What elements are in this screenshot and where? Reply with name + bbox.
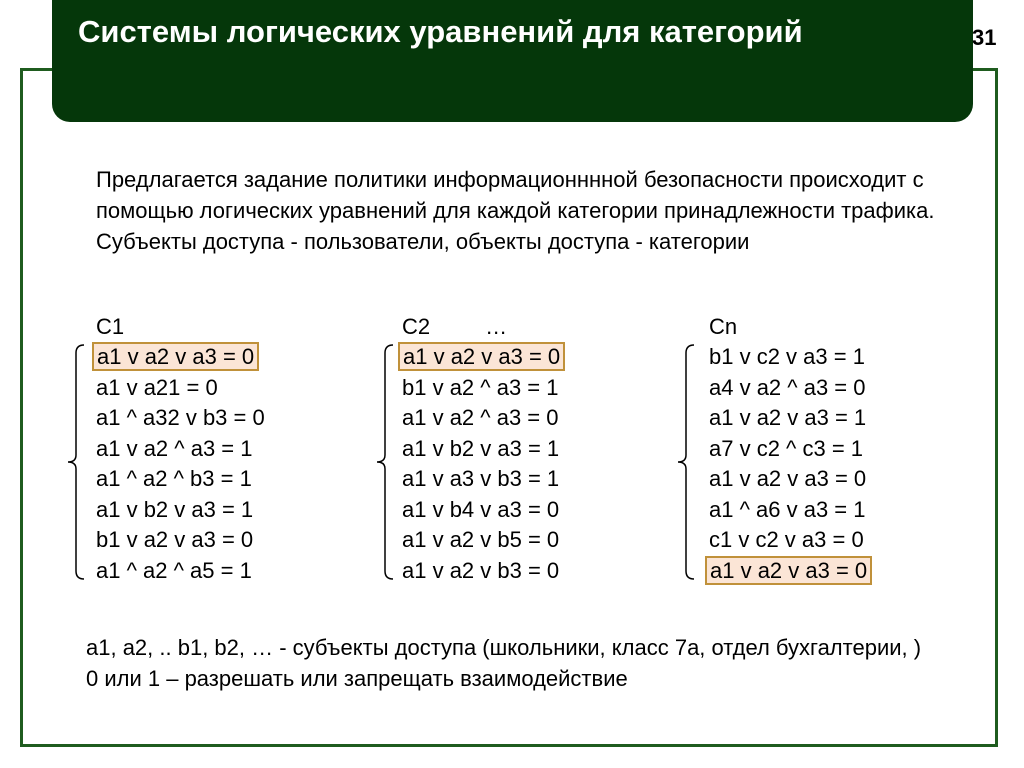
equation-line bbox=[709, 403, 999, 434]
equation-line bbox=[402, 495, 692, 526]
highlighted-equation: a1 v a2 v a3 = 0 bbox=[92, 342, 259, 371]
left-brace-cn bbox=[674, 343, 696, 581]
equation-column-cn bbox=[709, 311, 999, 586]
equation-line bbox=[96, 434, 386, 465]
equation-line bbox=[96, 525, 386, 556]
equation-text: a1 v b4 v a3 = 0 bbox=[402, 496, 560, 522]
equation-line bbox=[709, 525, 999, 556]
equation-line bbox=[709, 495, 999, 526]
equation-text: a1 v a2 ^ a3 = 0 bbox=[402, 405, 559, 430]
equation-text: b1 v a2 v a3 = 0 bbox=[96, 527, 254, 552]
equation-list bbox=[96, 342, 386, 586]
footer-line: a1, a2, .. b1, b2, … - субъекты доступа (школьники, класс 7а, отдел бухгалтерии, ) bbox=[86, 635, 922, 660]
equation-text: b1 v a2 ^ a3 = 1 bbox=[402, 374, 559, 400]
equation-text: a1 v b2 v a3 = 1 bbox=[96, 496, 254, 522]
column-header: C2 … bbox=[402, 314, 508, 339]
intro-paragraph: Предлагается задание политики информационннной безопасности происходит с помощью логических уравнений для каждой категории принадлежности трафика. Субъекты доступа - пользователи, объекты доступа - категории bbox=[96, 167, 935, 254]
equation-text: a1 v a3 v b3 = 1 bbox=[402, 466, 560, 491]
equation-line bbox=[96, 403, 386, 434]
equation-text: a1 v a2 ^ a3 = 1 bbox=[96, 435, 253, 461]
equation-line bbox=[402, 556, 692, 587]
equation-text: c1 v c2 v a3 = 0 bbox=[709, 527, 864, 552]
equation-text: a1 v a2 v a3 = 1 bbox=[709, 405, 867, 430]
highlighted-equation: a1 v a2 v a3 = 0 bbox=[705, 556, 872, 585]
equation-line bbox=[96, 464, 386, 495]
equation-column-c1 bbox=[96, 311, 386, 586]
equation-text: a1 ^ a2 ^ b3 = 1 bbox=[96, 466, 252, 491]
footer-line: 0 или 1 – разрешать или запрещать взаимодействие bbox=[86, 666, 628, 691]
equation-line bbox=[709, 373, 999, 404]
equation-text: a1 ^ a32 v b3 = 0 bbox=[96, 405, 265, 430]
equation-line bbox=[96, 342, 386, 373]
equation-line bbox=[709, 556, 999, 587]
equation-line bbox=[96, 373, 386, 404]
equation-text: a1 v a21 = 0 bbox=[96, 374, 218, 400]
equation-line bbox=[709, 342, 999, 373]
left-brace-c2 bbox=[373, 343, 395, 581]
equation-text: a1 v a2 v a3 = 0 bbox=[709, 466, 867, 491]
equation-text: a1 v a2 v b3 = 0 bbox=[402, 557, 560, 583]
equation-text: a1 v a2 v b5 = 0 bbox=[402, 527, 560, 552]
equation-line bbox=[96, 556, 386, 587]
equation-text: a7 v c2 ^ c3 = 1 bbox=[709, 435, 864, 461]
highlighted-equation: a1 v a2 v a3 = 0 bbox=[398, 342, 565, 371]
equation-line bbox=[402, 525, 692, 556]
equation-text: a1 v b2 v a3 = 1 bbox=[402, 435, 560, 461]
page-number: 31 bbox=[972, 25, 997, 50]
equation-line bbox=[402, 403, 692, 434]
equation-line bbox=[402, 434, 692, 465]
footer-notes bbox=[86, 632, 966, 694]
left-brace-c1 bbox=[64, 343, 86, 581]
equation-line bbox=[402, 373, 692, 404]
column-header: Cn bbox=[709, 314, 738, 339]
equation-line bbox=[402, 464, 692, 495]
column-header: C1 bbox=[96, 314, 125, 339]
equation-line bbox=[96, 495, 386, 526]
slide-title: Системы логических уравнений для категорий bbox=[78, 14, 803, 49]
equation-list bbox=[402, 342, 692, 586]
equation-list bbox=[709, 342, 999, 586]
equation-line bbox=[709, 464, 999, 495]
equation-text: a4 v a2 ^ a3 = 0 bbox=[709, 374, 866, 400]
equation-text: a1 ^ a6 v a3 = 1 bbox=[709, 496, 866, 522]
equation-line bbox=[709, 434, 999, 465]
equation-line bbox=[402, 342, 692, 373]
equation-text: a1 ^ a2 ^ a5 = 1 bbox=[96, 557, 252, 583]
equation-column-c2 bbox=[402, 311, 692, 586]
equation-text: b1 v c2 v a3 = 1 bbox=[709, 344, 865, 369]
